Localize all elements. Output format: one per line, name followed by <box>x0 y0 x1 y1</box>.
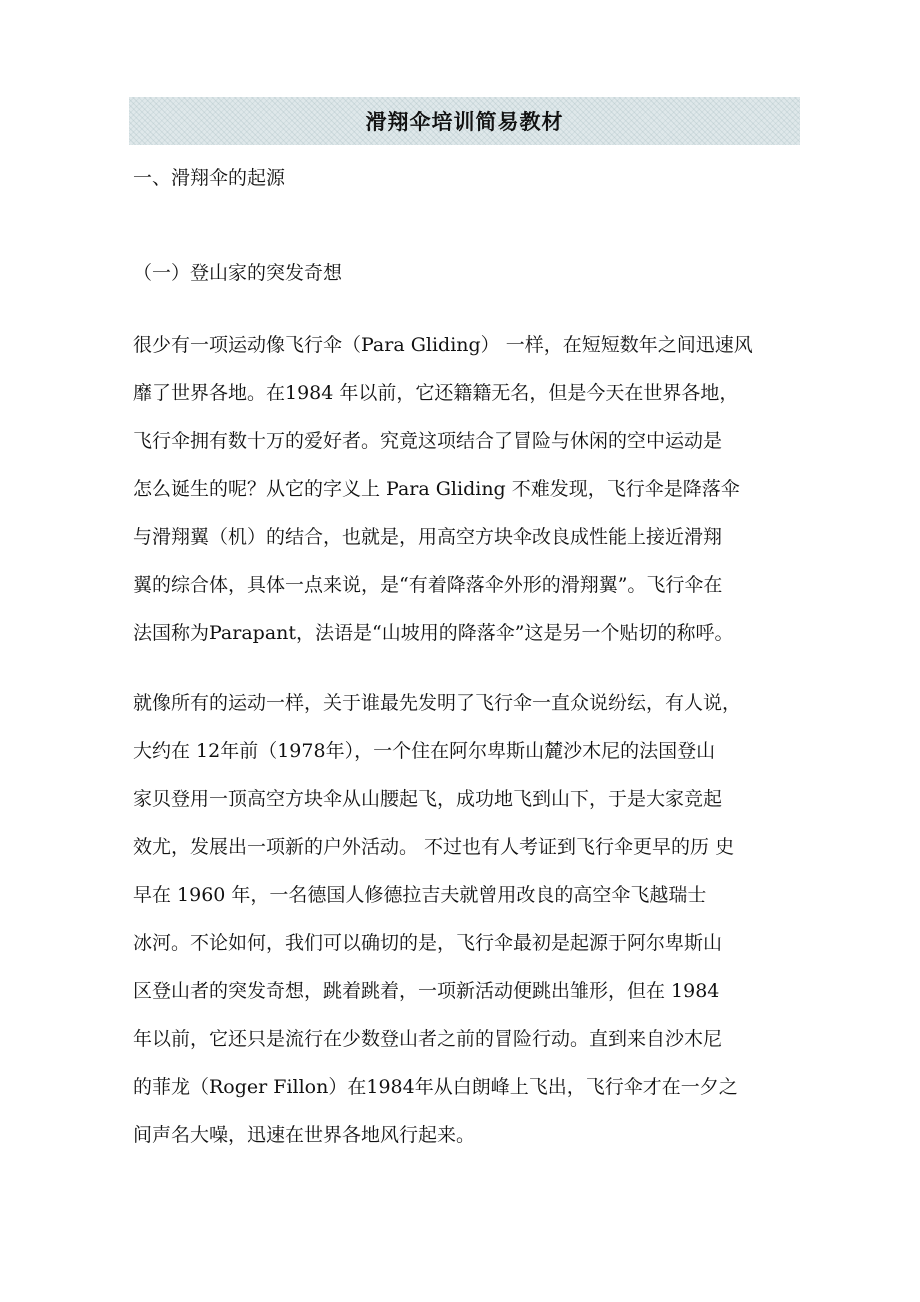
paragraph-line: 年以前，它还只是流行在少数登山者之前的冒险行动。直到来自沙木尼 <box>133 1028 723 1050</box>
paragraph-line: 法国称为Parapant，法语是“山坡用的降落伞”这是另一个贴切的称呼。 <box>133 622 734 644</box>
paragraph-line: 靡了世界各地。在1984 年以前，它还籍籍无名，但是今天在世界各地， <box>133 382 739 404</box>
paragraph-line: 怎么诞生的呢？从它的字义上 Para Gliding 不难发现，飞行伞是降落伞 <box>133 478 740 500</box>
paragraph-line: 家贝登用一顶高空方块伞从山腰起飞，成功地飞到山下，于是大家竞起 <box>133 788 723 810</box>
document-title: 滑翔伞培训简易教材 <box>365 109 564 134</box>
paragraph-line: 就像所有的运动一样，关于谁最先发明了飞行伞一直众说纷纭，有人说， <box>133 692 742 714</box>
paragraph-line: 飞行伞拥有数十万的爱好者。究竟这项结合了冒险与休闲的空中运动是 <box>133 430 723 452</box>
paragraph-line: 大约在 12年前（1978年），一个住在阿尔卑斯山麓沙木尼的法国登山 <box>133 740 716 762</box>
paragraph-line: 早在 1960 年，一名德国人修德拉吉夫就曾用改良的高空伞飞越瑞士 <box>133 884 707 906</box>
paragraph-line: 冰河。不论如何，我们可以确切的是，飞行伞最初是起源于阿尔卑斯山 <box>133 932 723 954</box>
paragraph-line: 效尤，发展出一项新的户外活动。 不过也有人考证到飞行伞更早的历 史 <box>133 836 735 858</box>
paragraph-line: 区登山者的突发奇想，跳着跳着，一项新活动便跳出雏形，但在 1984 <box>133 980 720 1002</box>
paragraph-2 <box>133 679 813 1159</box>
paragraph-1 <box>133 321 813 657</box>
paragraph-line: 间声名大噪，迅速在世界各地风行起来。 <box>133 1124 476 1146</box>
subsection-heading: （一）登山家的突发奇想 <box>133 262 343 284</box>
paragraph-line: 与滑翔翼（机）的结合，也就是，用高空方块伞改良成性能上接近滑翔 <box>133 526 723 548</box>
paragraph-line: 的菲龙（Roger Fillon）在1984年从白朗峰上飞出，飞行伞才在一夕之 <box>133 1076 738 1098</box>
title-banner <box>129 97 800 145</box>
paragraph-line: 翼的综合体，具体一点来说，是“有着降落伞外形的滑翔翼”。飞行伞在 <box>133 574 723 596</box>
section-heading: 一、滑翔伞的起源 <box>133 167 286 189</box>
paragraph-line: 很少有一项运动像飞行伞（Para Gliding） 一样，在短短数年之间迅速风 <box>133 334 753 356</box>
